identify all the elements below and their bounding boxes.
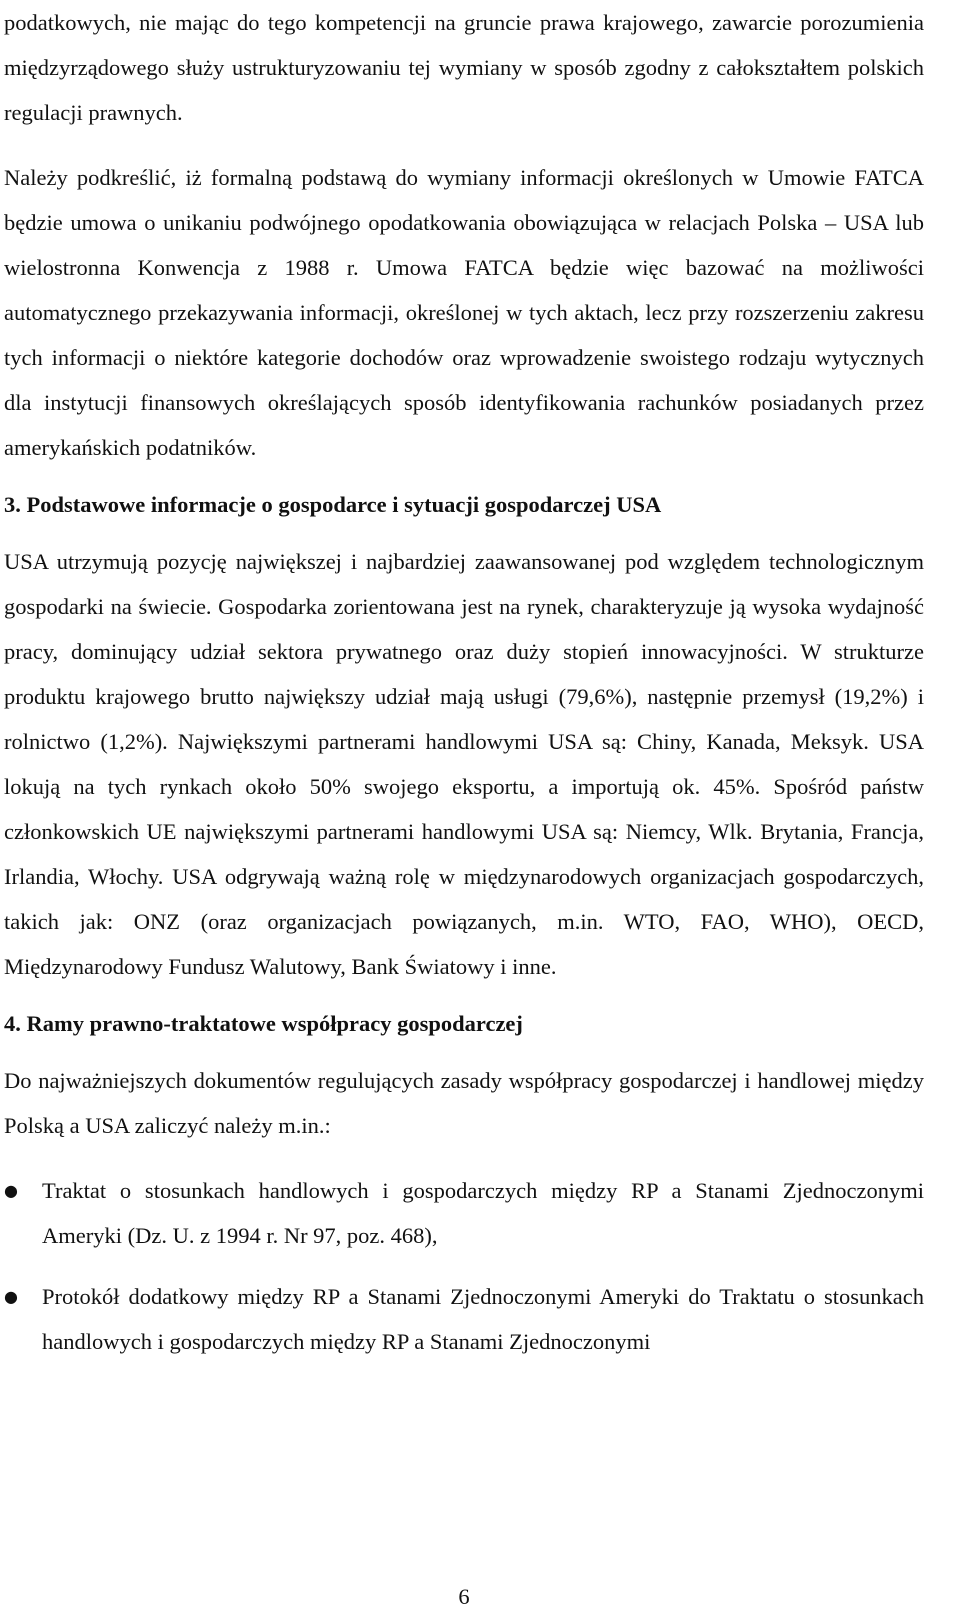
paragraph-fatca-intro-end: podatkowych, nie mając do tego kompetencji na gruncie prawa krajowego, zawarcie porozumienia międzyrządowego służy ustrukturyzowaniu tej wymiany w sposób zgodny z całokształtem polskich regulacji prawnych. (4, 10, 924, 125)
bullet-icon: ● (4, 1181, 18, 1200)
list-item-text: Protokół dodatkowy między RP a Stanami Zjednoczonymi Ameryki do Traktatu o stosunkach handlowych i gospodarczych między RP a Stanami Zjednoczonymi (42, 1284, 924, 1354)
page-number: 6 (458, 1584, 470, 1609)
treaty-list (4, 1168, 924, 1364)
list-item (4, 1168, 924, 1258)
list-item (4, 1274, 924, 1364)
document-page (4, 0, 924, 1380)
section-3-heading: 3. Podstawowe informacje o gospodarce i sytuacji gospodarczej USA (4, 492, 662, 517)
paragraph-fatca-basis: Należy podkreślić, iż formalną podstawą do wymiany informacji określonych w Umowie FATCA będzie umowa o unikaniu podwójnego opodatkowania obowiązująca w relacjach Polska – USA lub wielostronna Konwencja z 1988 r. Umowa FATCA będzie więc bazować na możliwości automatycznego przekazywania informacji, określonej w tych aktach, lecz przy rozszerzeniu zakresu tych informacji o niektóre kategorie dochodów oraz wprowadzenie swoistego rodzaju wytycznych dla instytucji finansowych określających sposób identyfikowania rachunków posiadanych przez amerykańskich podatników. (4, 165, 924, 460)
bullet-icon: ● (4, 1287, 18, 1306)
section-3-paragraph: USA utrzymują pozycję największej i najbardziej zaawansowanej pod względem technologicznym gospodarki na świecie. Gospodarka zorientowana jest na rynek, charakteryzuje ją wysoka wydajność pracy, dominujący udział sektora prywatnego oraz duży stopień innowacyjności. W strukturze produktu krajowego brutto największy udział mają usługi (79,6%), następnie przemysł (19,2%) i rolnictwo (1,2%). Największymi partnerami handlowymi USA są: Chiny, Kanada, Meksyk. USA lokują na tych rynkach około 50% swojego eksportu, a importują ok. 45%. Spośród państw członkowskich UE największymi partnerami handlowymi USA są: Niemcy, Wlk. Brytania, Francja, Irlandia, Włochy. USA odgrywają ważną rolę w międzynarodowych organizacjach gospodarczych, takich jak: ONZ (oraz organizacjach powiązanych, m.in. WTO, FAO, WHO), OECD, Międzynarodowy Fundusz Walutowy, Bank Światowy i inne. (4, 549, 924, 979)
list-item-text: Traktat o stosunkach handlowych i gospodarczych między RP a Stanami Zjednoczonymi Ameryki (Dz. U. z 1994 r. Nr 97, poz. 468), (42, 1178, 924, 1248)
section-4-heading: 4. Ramy prawno-traktatowe współpracy gospodarczej (4, 1011, 523, 1036)
section-4-paragraph: Do najważniejszych dokumentów regulujących zasady współpracy gospodarczej i handlowej między Polską a USA zaliczyć należy m.in.: (4, 1068, 924, 1138)
